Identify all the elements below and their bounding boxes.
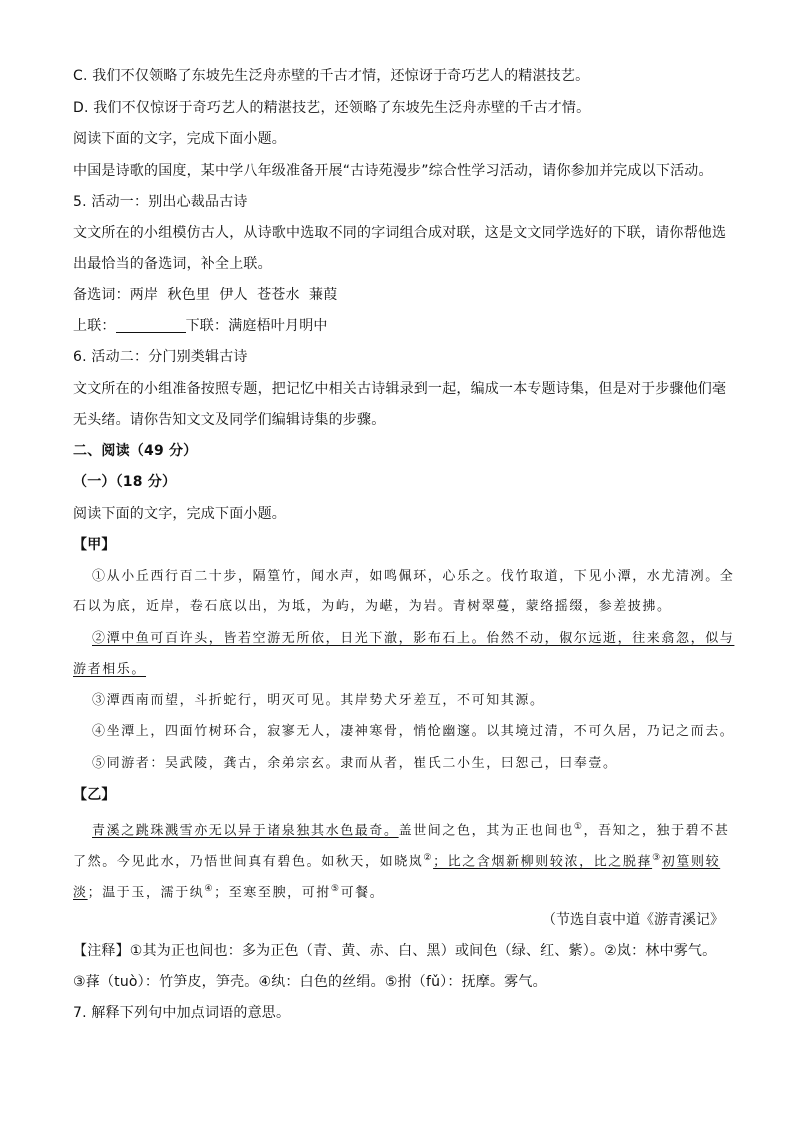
footnote-marker: ②: [423, 853, 434, 863]
reading-instruction: 阅读下面的文字，完成下面小题。: [73, 506, 286, 522]
footnote-marker: ①: [573, 822, 584, 832]
yi-paragraph-line: 青溪之跳珠溅雪亦无以异于诸泉独其水色最奇。盖世间之色，其为正也间也①，吾知之，独于碧不甚: [92, 822, 730, 839]
question-5-options: 备选词：两岸 秋色里 伊人 苍苍水 蒹葭: [73, 287, 338, 303]
jia-paragraph-5: ⑤同游者：吴武陵，龚古，余弟宗玄。隶而从者，崔氏二小生，曰恕己，曰奉壹。: [92, 756, 618, 771]
annotation-notes: ③萚（tuò）：竹笋皮，笋壳。④纨：白色的丝绢。⑤拊（fǔ）：抚摩。雾气。: [73, 974, 547, 990]
jia-paragraph-3: ③潭西南而望，斗折蛇行，明灭可见。其岸势犬牙差互，不可知其源。: [92, 693, 545, 708]
passage-yi-label: 【乙】: [73, 787, 116, 803]
annotation-notes: 【注释】①其为正也间也：多为正色（青、黄、赤、白、黑）或间色（绿、红、紫）。②岚：林中雾气。: [73, 943, 717, 959]
lower-couplet: 下联：满庭梧叶月明中: [185, 318, 328, 334]
question-6-text: 无头绪。请你告知文文及同学们编辑诗集的步骤。: [73, 412, 386, 428]
footnote-marker: ⑤: [330, 884, 341, 894]
jia-paragraph-2-underlined: [73, 660, 723, 680]
part-heading: （一）（18 分）: [73, 474, 177, 490]
yi-paragraph-line: 了然。今见此水，乃悟世间真有碧色。如秋天，如晓岚②；比之含烟新柳则较浓，比之脱萚③初篁则较: [73, 853, 721, 870]
jia-paragraph-1: ①从小丘西行百二十步，隔篁竹，闻水声，如鸣佩环，心乐之。伐竹取道，下见小潭，水尤清冽。全: [92, 569, 735, 584]
underlined-text: 淡: [73, 885, 88, 901]
couplet-line: [73, 316, 723, 336]
jia-paragraph-4: ④坐潭上，四面竹树环合，寂寥无人，凄神寒骨，悄怆幽邃。以其境过清，不可久居，乃记之而去。: [92, 724, 735, 739]
activity-intro: 中国是诗歌的国度，某中学八年级准备开展“古诗苑漫步”综合性学习活动，请你参加并完成以下活动。: [73, 163, 713, 179]
reading-instruction: 阅读下面的文字，完成下面小题。: [73, 131, 286, 147]
section-heading: 二、阅读（49 分）: [73, 443, 198, 459]
yi-paragraph-line: 淡；温于玉，濡于纨④；至寒至腴，可拊⑤可餐。: [73, 884, 385, 901]
jia-paragraph-1: 石以为底，近岸，卷石底以出，为坻，为屿，为嵁，为岩。青树翠蔓，蒙络摇缀，参差披拂。: [73, 599, 672, 614]
source-citation: （节选自袁中道《游青溪记》: [542, 912, 724, 928]
question-5-text: 文文所在的小组模仿古人，从诗歌中选取不同的字词组合成对联，这是文文同学选好的下联，请你帮他选: [73, 225, 727, 241]
question-5-title: 5. 活动一：别出心裁品古诗: [73, 194, 248, 210]
upper-couplet-label: 上联：: [73, 318, 116, 334]
option-d: D. 我们不仅惊讶于奇巧艺人的精湛技艺，还领略了东坡先生泛舟赤壁的千古才情。: [73, 100, 591, 116]
question-6-text: 文文所在的小组准备按照专题，把记忆中相关古诗辑录到一起，编成一本专题诗集，但是对于步骤他们毫: [73, 381, 727, 397]
underlined-text: 游者相乐。: [73, 662, 147, 677]
option-c: C. 我们不仅领略了东坡先生泛舟赤壁的千古才情，还惊讶于奇巧艺人的精湛技艺。: [73, 68, 590, 84]
question-5-text: 出最恰当的备选词，补全上联。: [73, 256, 272, 272]
answer-blank[interactable]: [116, 318, 186, 333]
passage-jia-label: 【甲】: [73, 537, 116, 553]
underlined-text: ；比之含烟新柳则较浓，比之脱萚: [433, 854, 653, 870]
question-6-title: 6. 活动二：分门别类辑古诗: [73, 349, 248, 365]
question-7-title: 7. 解释下列句中加点词语的意思。: [73, 1005, 291, 1021]
footnote-marker: ④: [204, 884, 215, 894]
underlined-text: 青溪之跳珠溅雪亦无以异于诸泉独其水色最奇。: [92, 823, 399, 839]
underlined-text: 初篁则较: [661, 854, 721, 870]
footnote-marker: ③: [652, 853, 662, 863]
jia-paragraph-2-underlined: ②潭中鱼可百许头，皆若空游无所依，日光下澈，影布石上。佁然不动，俶尔远逝，往来翕忽，似与: [92, 631, 735, 646]
